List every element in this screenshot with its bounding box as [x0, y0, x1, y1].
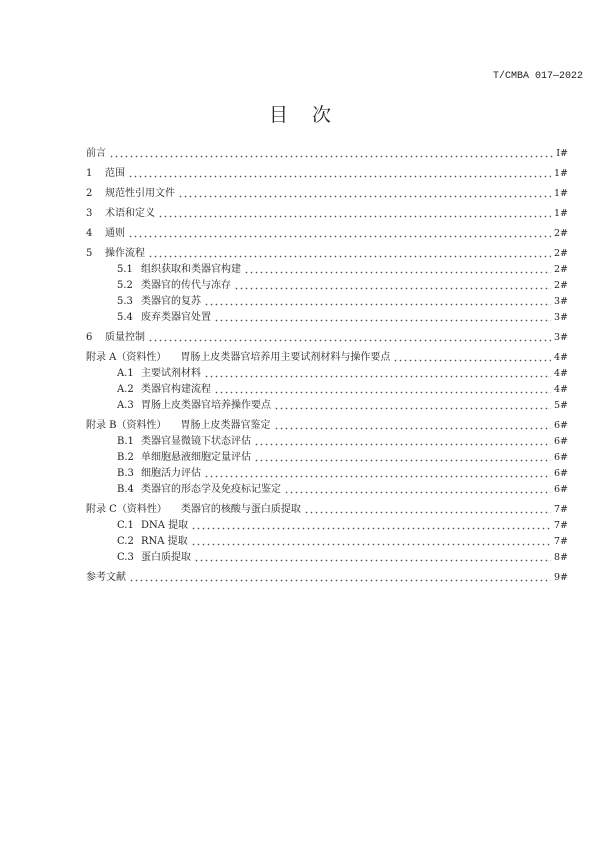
toc-entry-number: 附录 B（资料性）: [86, 420, 167, 431]
toc-entry[interactable]: [86, 382, 568, 398]
toc-entry[interactable]: [86, 278, 568, 294]
toc-entry-number: 4: [86, 228, 93, 239]
toc-entry-number: B.4: [117, 484, 134, 495]
toc-entry-title: 蛋白质提取: [141, 552, 191, 563]
document-code: T/CMBA 017—2022: [492, 71, 583, 82]
dot-leader: [204, 472, 551, 478]
toc-entry-title: 类器官的复苏: [141, 296, 201, 307]
toc-entry-number: 5: [86, 248, 93, 259]
toc-entry-page: 5#: [553, 400, 568, 411]
toc-entry-page: I#: [556, 148, 568, 159]
toc-entry[interactable]: [86, 366, 568, 382]
dot-leader: [274, 424, 551, 430]
toc-entry-number: 附录 A（资料性）: [86, 352, 167, 363]
page-title: 目次: [268, 104, 355, 126]
dot-leader: [214, 316, 551, 322]
toc-entry-title: 胃肠上皮类器官鉴定: [180, 420, 271, 431]
toc-entry-number: 3: [86, 208, 93, 219]
toc-entry-page: 6#: [553, 484, 568, 495]
toc-entry[interactable]: [86, 450, 568, 466]
dot-leader: [393, 356, 551, 362]
dot-leader: [214, 388, 551, 394]
toc-entry-page: 2#: [553, 280, 568, 291]
toc-entry-number: C.1: [117, 520, 134, 531]
toc-entry-page: 7#: [553, 520, 568, 531]
toc-entry-title: 类器官的传代与冻存: [141, 280, 231, 291]
dot-leader: [148, 336, 551, 342]
dot-leader: [158, 212, 551, 218]
toc-entry-page: 6#: [553, 436, 568, 447]
toc-entry-title: 单细胞悬液细胞定量评估: [141, 452, 251, 463]
toc-entry[interactable]: [86, 226, 568, 242]
toc-entry-number: C.2: [117, 536, 134, 547]
toc-entry-number: C.3: [117, 552, 134, 563]
dot-leader: [204, 300, 551, 306]
toc-entry-number: B.1: [117, 436, 134, 447]
toc-entry-page: 6#: [553, 420, 568, 431]
toc-entry-number: A.2: [117, 384, 134, 395]
toc-entry[interactable]: [86, 262, 568, 278]
dot-leader: [148, 252, 551, 258]
toc-entry-title: 类器官的核酸与蛋白质提取: [180, 504, 301, 515]
toc-entry[interactable]: [86, 550, 568, 566]
toc-entry-number: B.2: [117, 452, 134, 463]
toc-entry-title: 类器官显微镜下状态评估: [141, 436, 251, 447]
toc-entry-page: 1#: [553, 188, 568, 199]
toc-entry-page: 2#: [553, 264, 568, 275]
dot-leader: [128, 232, 551, 238]
toc-entry-number: 5.2: [117, 280, 133, 291]
dot-leader: [254, 440, 551, 446]
toc-entry-page: 2#: [553, 248, 568, 259]
toc-entry[interactable]: [86, 570, 568, 586]
toc-entry-number: 6: [86, 332, 93, 343]
toc-entry-number: 5.1: [117, 264, 133, 275]
toc-entry-title: 类器官的形态学及免疫标记鉴定: [141, 484, 281, 495]
toc-entry-title: 类器官构建流程: [141, 384, 211, 395]
dot-leader: [244, 268, 551, 274]
toc-entry[interactable]: [86, 502, 568, 518]
toc-entry-title: 组织获取和类器官构建: [141, 264, 241, 275]
toc-entry[interactable]: [86, 186, 568, 202]
toc-entry-page: 6#: [553, 468, 568, 479]
toc-entry[interactable]: [86, 434, 568, 450]
toc-entry-number: 1: [86, 168, 93, 179]
toc-entry-page: 6#: [553, 452, 568, 463]
toc-entry-number: 附录 C（资料性）: [86, 504, 167, 515]
toc-entry[interactable]: [86, 398, 568, 414]
toc-entry-title: 质量控制: [105, 332, 145, 343]
toc-entry[interactable]: [86, 294, 568, 310]
dot-leader: [304, 508, 551, 514]
toc-entry-number: 2: [86, 188, 93, 199]
toc-entry-number: A.1: [117, 368, 134, 379]
toc-entry-title: 细胞活力评估: [141, 468, 201, 479]
toc-entry-page: 4#: [553, 368, 568, 379]
toc-entry-number: 5.4: [117, 312, 133, 323]
toc-entry-title: 废弃类器官处置: [141, 312, 211, 323]
dot-leader: [191, 540, 551, 546]
toc-entry-title: 通则: [105, 228, 125, 239]
toc-entry-title: 术语和定义: [105, 208, 155, 219]
toc-entry-title: 范围: [105, 168, 125, 179]
dot-leader: [109, 152, 553, 158]
toc-entry-number: A.3: [117, 400, 134, 411]
toc-entry-page: 3#: [553, 312, 568, 323]
dot-leader: [129, 576, 551, 582]
toc-entry-page: 1#: [553, 208, 568, 219]
toc-entry-number: 5.3: [117, 296, 133, 307]
toc-entry[interactable]: [86, 534, 568, 550]
dot-leader: [191, 524, 551, 530]
toc-entry[interactable]: [86, 518, 568, 534]
toc-entry-title: 操作流程: [105, 248, 145, 259]
toc-entry[interactable]: [86, 166, 568, 182]
dot-leader: [254, 456, 551, 462]
toc-entry-title: 胃肠上皮类器官培养用主要试剂材料与操作要点: [180, 352, 391, 363]
toc-entry-page: 4#: [553, 384, 568, 395]
toc-entry-title: 规范性引用文件: [105, 188, 175, 199]
toc-entry-number: B.3: [117, 468, 134, 479]
toc-entry-page: 7#: [553, 536, 568, 547]
table-of-contents: [86, 146, 568, 586]
toc-entry-page: 7#: [553, 504, 568, 515]
toc-entry-page: 1#: [553, 168, 568, 179]
toc-entry[interactable]: [86, 310, 568, 326]
dot-leader: [178, 192, 551, 198]
toc-entry[interactable]: [86, 206, 568, 222]
toc-entry-title: 主要试剂材料: [141, 368, 201, 379]
dot-leader: [284, 488, 551, 494]
toc-entry-title: 前言: [86, 148, 106, 159]
toc-entry-title: RNA 提取: [141, 536, 188, 547]
toc-entry-title: 参考文献: [86, 572, 126, 583]
toc-entry[interactable]: [86, 330, 568, 346]
toc-entry[interactable]: [86, 350, 568, 366]
toc-entry-page: 4#: [553, 352, 568, 363]
toc-entry-page: 2#: [553, 228, 568, 239]
toc-entry-page: 8#: [553, 552, 568, 563]
toc-entry-page: 3#: [553, 296, 568, 307]
toc-entry-page: 9#: [553, 572, 568, 583]
dot-leader: [128, 172, 551, 178]
dot-leader: [234, 284, 551, 290]
toc-entry[interactable]: [86, 418, 568, 434]
toc-entry[interactable]: [86, 482, 568, 498]
toc-entry-title: 胃肠上皮类器官培养操作要点: [141, 400, 271, 411]
toc-entry-title: DNA 提取: [141, 520, 189, 531]
toc-entry[interactable]: [86, 466, 568, 482]
dot-leader: [194, 556, 551, 562]
toc-entry[interactable]: [86, 146, 568, 162]
dot-leader: [274, 404, 551, 410]
dot-leader: [204, 372, 551, 378]
toc-entry[interactable]: [86, 246, 568, 262]
toc-entry-page: 3#: [553, 332, 568, 343]
